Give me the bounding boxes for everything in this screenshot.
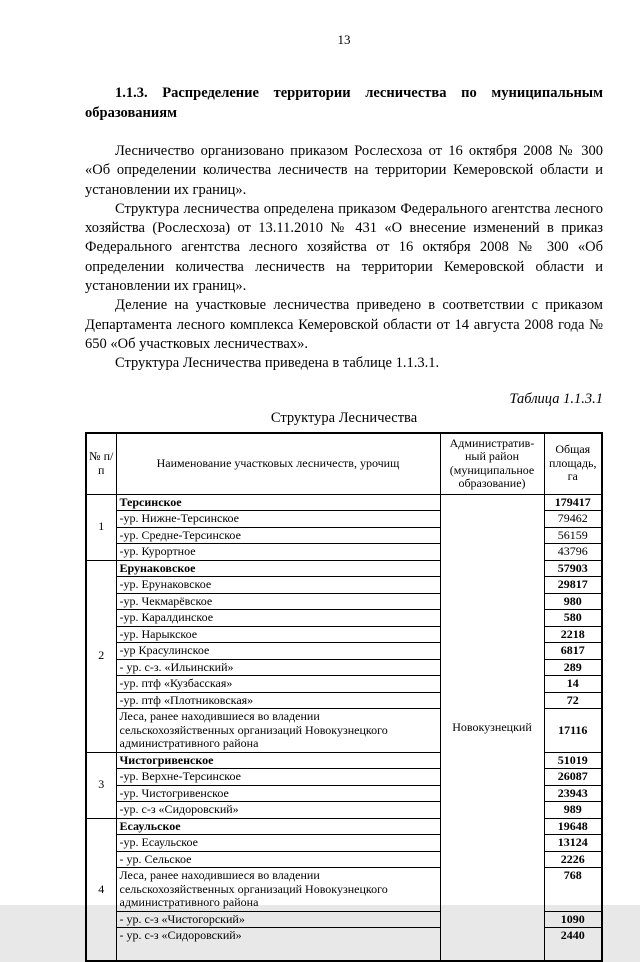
forest-name-cell: - ур. с-з. «Ильинский» (116, 659, 440, 676)
forest-name-cell: -ур. Чекмарёвское (116, 593, 440, 610)
area-cell: 289 (544, 659, 602, 676)
forest-name-cell: -ур. Есаульское (116, 835, 440, 852)
table-header (86, 433, 602, 495)
area-cell: 580 (544, 610, 602, 627)
header-district: Административ-ный район (муниципальное образование) (440, 433, 544, 495)
group-number-cell: 1 (86, 494, 116, 560)
forest-name-cell: -ур. Нарыкское (116, 626, 440, 643)
paragraph: Структура Лесничества приведена в таблице 1.1.3.1. (115, 355, 440, 372)
area-cell: 51019 (544, 752, 602, 769)
area-cell: 768 (544, 868, 602, 912)
area-cell: 980 (544, 593, 602, 610)
forest-name-cell: -ур. Ерунаковское (116, 577, 440, 594)
forest-name-cell: -ур. Нижне-Терсинское (116, 511, 440, 528)
group-number-cell: 2 (86, 560, 116, 752)
forest-name-cell: Леса, ранее находившиеся во владении сельскохозяйственных организаций Новокузнецкого административного района (116, 868, 440, 912)
paragraph: Структура лесничества определена приказом Федерального агентства лесного хозяйства (Рослесхоза) от 13.11.2010 № 431 «О внесение изменений в приказ Федерального агентства лесного хозяйства от 16 октября 2008 № 300 «Об определении количества лесничеств на территории Кемеровской области и установлении их границ». (85, 200, 603, 295)
table-header-row (86, 433, 602, 495)
table-row (86, 494, 602, 511)
forest-name-cell: -ур. Верхне-Терсинское (116, 769, 440, 786)
area-cell: 23943 (544, 785, 602, 802)
table-title: Структура Лесничества (270, 409, 418, 426)
forest-name-cell: Терсинское (116, 494, 440, 511)
area-cell: 13124 (544, 835, 602, 852)
forest-name-cell: -ур. Курортное (116, 544, 440, 561)
section-heading: 1.1.3. Распределение территории лесничества по муниципальным образованиям (85, 85, 603, 121)
paragraph: Лесничество организовано приказом Рослесхоза от 16 октября 2008 № 300 «Об определении количества лесничеств на территории Кемеровской области и установлении их границ». (85, 143, 603, 198)
area-cell: 19648 (544, 818, 602, 835)
forest-name-cell: -ур. Средне-Терсинское (116, 527, 440, 544)
area-cell: 2218 (544, 626, 602, 643)
header-num: № п/п (86, 433, 116, 495)
body-text (85, 142, 603, 374)
forest-name-cell: -ур. с-з «Сидоровский» (116, 802, 440, 819)
structure-table (85, 432, 603, 962)
header-area: Общая площадь, га (544, 433, 602, 495)
forest-name-cell: -ур. Чистогривенское (116, 785, 440, 802)
area-cell: 17116 (544, 709, 602, 753)
header-name: Наименование участковых лесничеств, урочищ (116, 433, 440, 495)
area-cell: 989 (544, 802, 602, 819)
area-cell: 1090 (544, 911, 602, 928)
area-cell: 43796 (544, 544, 602, 561)
area-cell: 179417 (544, 494, 602, 511)
group-number-cell: 4 (86, 818, 116, 961)
paragraph: Деление на участковые лесничества приведено в соответствии с приказом Департамента лесного комплекса Кемеровской области от 14 августа 2008 года № 650 «Об участковых лесничествах». (85, 297, 603, 352)
forest-name-cell: -ур. птф «Кузбасская» (116, 676, 440, 693)
forest-name-cell: Есаульское (116, 818, 440, 835)
forest-name-cell: Чистогривенское (116, 752, 440, 769)
forest-name-cell: -ур Красулинское (116, 643, 440, 660)
area-cell: 14 (544, 676, 602, 693)
area-cell: 56159 (544, 527, 602, 544)
area-cell: 72 (544, 692, 602, 709)
forest-name-cell: - ур. с-з «Сидоровский» (116, 928, 440, 962)
area-cell: 26087 (544, 769, 602, 786)
area-cell: 2226 (544, 851, 602, 868)
forest-name-cell: -ур. Каралдинское (116, 610, 440, 627)
area-cell: 79462 (544, 511, 602, 528)
page-number: 13 (337, 32, 351, 47)
forest-name-cell: -ур. птф «Плотниковская» (116, 692, 440, 709)
table-caption: Таблица 1.1.3.1 (509, 390, 603, 407)
forest-name-cell: Ерунаковское (116, 560, 440, 577)
forest-name-cell: - ур. Сельское (116, 851, 440, 868)
group-number-cell: 3 (86, 752, 116, 818)
area-cell: 29817 (544, 577, 602, 594)
forest-name-cell: - ур. с-з «Чистогорский» (116, 911, 440, 928)
table-body (86, 494, 602, 961)
area-cell: 2440 (544, 928, 602, 962)
forest-name-cell: Леса, ранее находившиеся во владении сельскохозяйственных организаций Новокузнецкого административного района (116, 709, 440, 753)
area-cell: 57903 (544, 560, 602, 577)
district-cell: Новокузнецкий (440, 494, 544, 961)
area-cell: 6817 (544, 643, 602, 660)
